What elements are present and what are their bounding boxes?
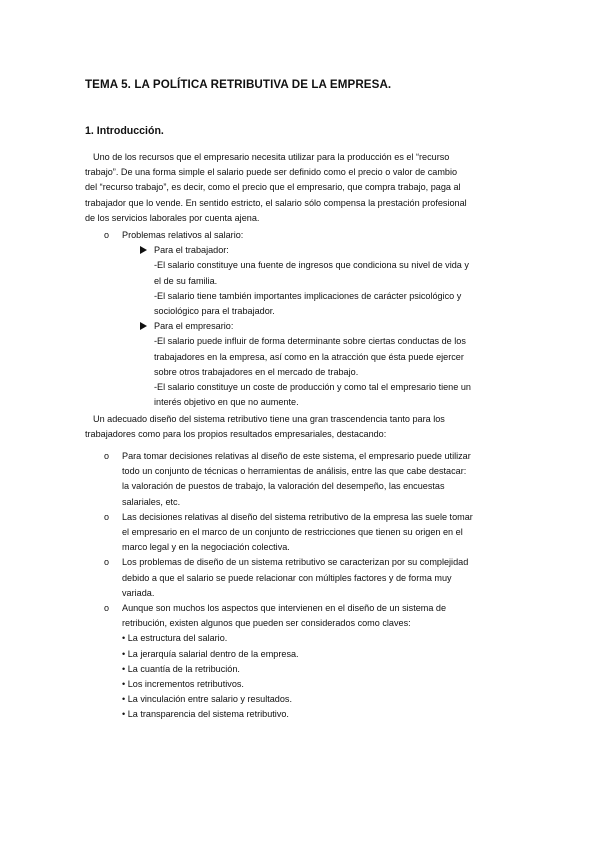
- sub-item-employer: [142, 319, 518, 334]
- circle-bullet-icon: o: [104, 230, 110, 240]
- key-item: • La jerarquía salarial dentro de la empresa.: [122, 648, 299, 659]
- sub-item-label: Para el trabajador:: [154, 245, 229, 256]
- text-line: salariales, etc.: [122, 496, 181, 507]
- text-line: marco legal y en la negociación colectiva.: [122, 542, 290, 553]
- text-line: Aunque son muchos los aspectos que intervienen en el diseño de un sistema de: [122, 603, 447, 614]
- paragraph-line: trabajadores como para los propios resultados empresariales, destacando:: [85, 429, 387, 440]
- key-item: • La cuantía de la retribución.: [122, 663, 240, 674]
- design-paragraph: [85, 412, 515, 442]
- text-line: la valoración de puestos de trabajo, la valoración del desempeño, las encuestas: [122, 481, 445, 492]
- key-item: • La transparencia del sistema retributivo.: [122, 709, 289, 720]
- intro-paragraph: [85, 150, 515, 226]
- circle-bullet-icon: o: [104, 557, 110, 568]
- paragraph-line: de los servicios laborales por cuenta ajena.: [85, 212, 260, 223]
- text-line: todo un conjunto de técnicas o herramientas de análisis, entre las que cabe destacar:: [122, 466, 467, 477]
- text-line: Para tomar decisiones relativas al diseño de este sistema, el empresario puede utilizar: [122, 451, 471, 461]
- text-line: interés objetivo en que no aumente.: [154, 397, 299, 408]
- text-line: -El salario constituye una fuente de ingresos que condiciona su nivel de vida y: [154, 260, 469, 271]
- design-list: [104, 449, 517, 723]
- text-line: sobre otros trabajadores en el mercado de trabajo.: [154, 366, 359, 377]
- circle-bullet-icon: o: [104, 451, 110, 461]
- paragraph-line: Uno de los recursos que el empresario necesita utilizar para la producción es el “recurso: [93, 152, 450, 162]
- paragraph-line: Un adecuado diseño del sistema retributivo tiene una gran trascendencia tanto para los: [93, 414, 445, 424]
- text-line: Las decisiones relativas al diseño del sistema retributivo de la empresa las suele tomar: [122, 511, 473, 522]
- paragraph-line: del “recurso trabajo”, es decir, como el precio que el empresario, que compra trabajo, paga al: [85, 182, 461, 193]
- list-item: [104, 449, 517, 510]
- list-item: [104, 555, 517, 601]
- sub-item-text: [122, 334, 518, 410]
- list-item-label: Problemas relativos al salario:: [122, 230, 244, 240]
- text-line: -El salario tiene también importantes implicaciones de carácter psicológico y: [154, 290, 462, 301]
- text-line: variada.: [122, 587, 155, 598]
- list-item: [104, 228, 518, 410]
- section-heading: 1. Introducción.: [85, 125, 164, 137]
- text-line: sociológico para el trabajador.: [154, 306, 275, 317]
- sub-item-label: Para el empresario:: [154, 321, 234, 332]
- paragraph-line: trabajo”. De una forma simple el salario puede ser definido como el precio o valor de cambio: [85, 167, 458, 178]
- problems-list: [104, 228, 518, 410]
- document-title: TEMA 5. LA POLÍTICA RETRIBUTIVA DE LA EMPRESA.: [85, 78, 392, 91]
- paragraph-line: trabajador que lo vende. En sentido estricto, el salario sólo compensa la prestación profesional: [85, 197, 467, 208]
- sub-item-worker: [142, 243, 518, 258]
- text-line: -El salario puede influir de forma determinante sobre ciertas conductas de los: [154, 336, 466, 347]
- text-line: debido a que el salario se puede relacionar con múltiples factores y de forma muy: [122, 572, 452, 583]
- key-item: • La vinculación entre salario y resultados.: [122, 694, 292, 705]
- circle-bullet-icon: o: [104, 511, 110, 522]
- sub-item-text: [122, 258, 518, 319]
- text-line: retribución, existen algunos que pueden ser considerados como claves:: [122, 618, 411, 629]
- key-item: • Los incrementos retributivos.: [122, 679, 244, 690]
- list-item: [104, 510, 517, 556]
- text-line: el de su familia.: [154, 275, 218, 286]
- text-line: trabajadores en la empresa, así como en la atracción que ésta puede ejercer: [154, 351, 464, 362]
- arrow-bullet-icon: [140, 246, 147, 254]
- list-item: [104, 601, 517, 723]
- key-item: • La estructura del salario.: [122, 633, 228, 644]
- text-line: el empresario en el marco de un conjunto de restricciones que tienen su origen en el: [122, 527, 463, 538]
- text-line: Los problemas de diseño de un sistema retributivo se caracterizan por su complejidad: [122, 557, 469, 568]
- text-line: -El salario constituye un coste de producción y como tal el empresario tiene un: [154, 382, 471, 393]
- circle-bullet-icon: o: [104, 603, 110, 614]
- arrow-bullet-icon: [140, 322, 147, 330]
